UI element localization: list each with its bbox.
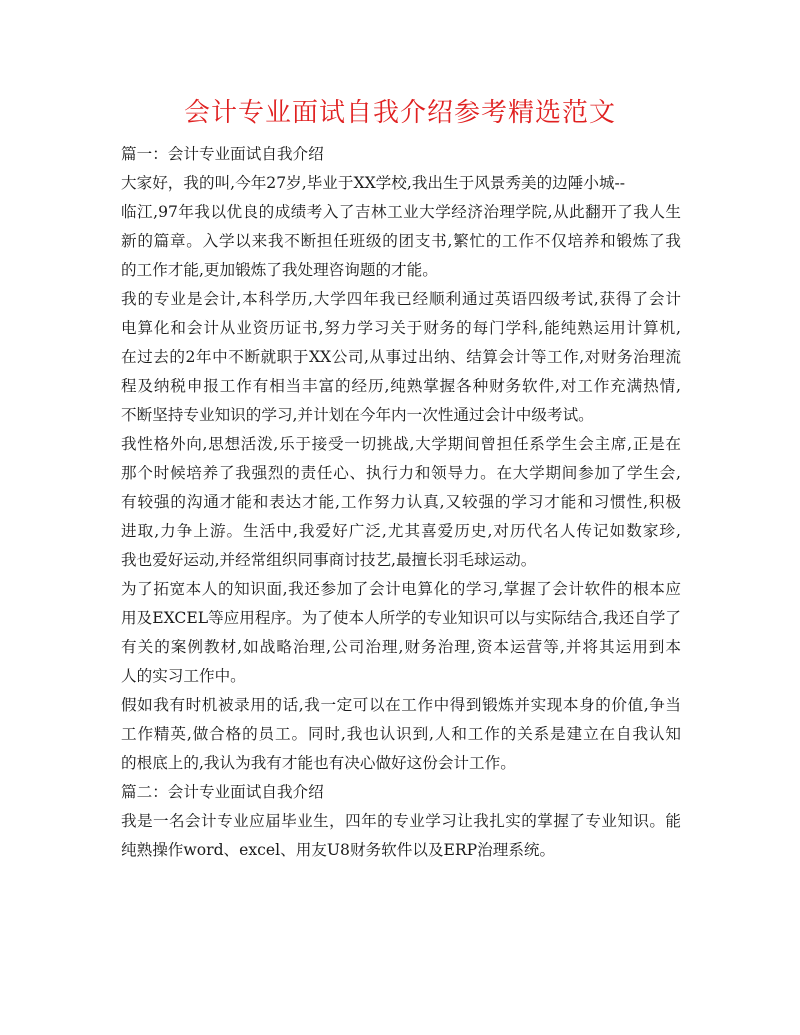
body-line: 工作精英,做合格的员工。同时,我也认识到,人和工作的关系是建立在自我认知 bbox=[121, 725, 681, 743]
document-body bbox=[121, 140, 681, 865]
body-line: 假如我有时机被录用的话,我一定可以在工作中得到锻炼并实现本身的价值,争当 bbox=[121, 696, 681, 714]
body-line: 那个时候培养了我强烈的责任心、执行力和领导力。在大学期间参加了学生会, bbox=[121, 464, 681, 482]
section-heading: 篇二：会计专业面试自我介绍 bbox=[121, 783, 324, 801]
document-title: 会计专业面试自我介绍参考精选范文 bbox=[183, 98, 616, 128]
body-line: 有关的案例教材,如战略治理,公司治理,财务治理,资本运营等,并将其运用到本 bbox=[121, 638, 681, 656]
body-line: 我是一名会计专业应届毕业生，四年的专业学习让我扎实的掌握了专业知识。能 bbox=[121, 812, 681, 830]
body-line: 我性格外向,思想活泼,乐于接受一切挑战,大学期间曾担任系学生会主席,正是在 bbox=[121, 435, 681, 453]
body-line: 的根底上的,我认为我有才能也有决心做好这份会计工作。 bbox=[121, 754, 516, 772]
body-line: 不断坚持专业知识的学习,并计划在今年内一次性通过会计中级考试。 bbox=[121, 406, 594, 424]
body-line: 的工作才能,更加锻炼了我处理咨询题的才能。 bbox=[121, 261, 438, 279]
body-line: 我也爱好运动,并经常组织同事商讨技艺,最擅长羽毛球运动。 bbox=[121, 551, 537, 569]
body-line: 大家好，我的叫,今年27岁,毕业于XX学校,我出生于风景秀美的边陲小城-- bbox=[121, 174, 626, 192]
body-line: 有较强的沟通才能和表达才能,工作努力认真,又较强的学习才能和习惯性,积极 bbox=[121, 493, 681, 511]
body-line: 新的篇章。入学以来我不断担任班级的团支书,繁忙的工作不仅培养和锻炼了我 bbox=[121, 232, 681, 250]
body-line: 我的专业是会计,本科学历,大学四年我已经顺利通过英语四级考试,获得了会计 bbox=[121, 290, 681, 308]
body-line: 程及纳税申报工作有相当丰富的经历,纯熟掌握各种财务软件,对工作充满热情, bbox=[121, 377, 681, 395]
section-heading: 篇一：会计专业面试自我介绍 bbox=[121, 145, 324, 163]
body-line: 临江,97年我以优良的成绩考入了吉林工业大学经济治理学院,从此翻开了我人生 bbox=[121, 203, 681, 221]
body-line: 人的实习工作中。 bbox=[121, 667, 246, 685]
body-line: 纯熟操作word、excel、用友U8财务软件以及ERP治理系统。 bbox=[121, 841, 556, 859]
body-line: 在过去的2年中不断就职于XX公司,从事过出纳、结算会计等工作,对财务治理流 bbox=[121, 348, 681, 366]
body-line: 为了拓宽本人的知识面,我还参加了会计电算化的学习,掌握了会计软件的根本应 bbox=[121, 580, 681, 598]
body-line: 用及EXCEL等应用程序。为了使本人所学的专业知识可以与实际结合,我还自学了 bbox=[121, 609, 681, 627]
body-line: 电算化和会计从业资历证书,努力学习关于财务的每门学科,能纯熟运用计算机, bbox=[121, 319, 681, 337]
body-line: 进取,力争上游。生活中,我爱好广泛,尤其喜爱历史,对历代名人传记如数家珍, bbox=[121, 522, 681, 540]
